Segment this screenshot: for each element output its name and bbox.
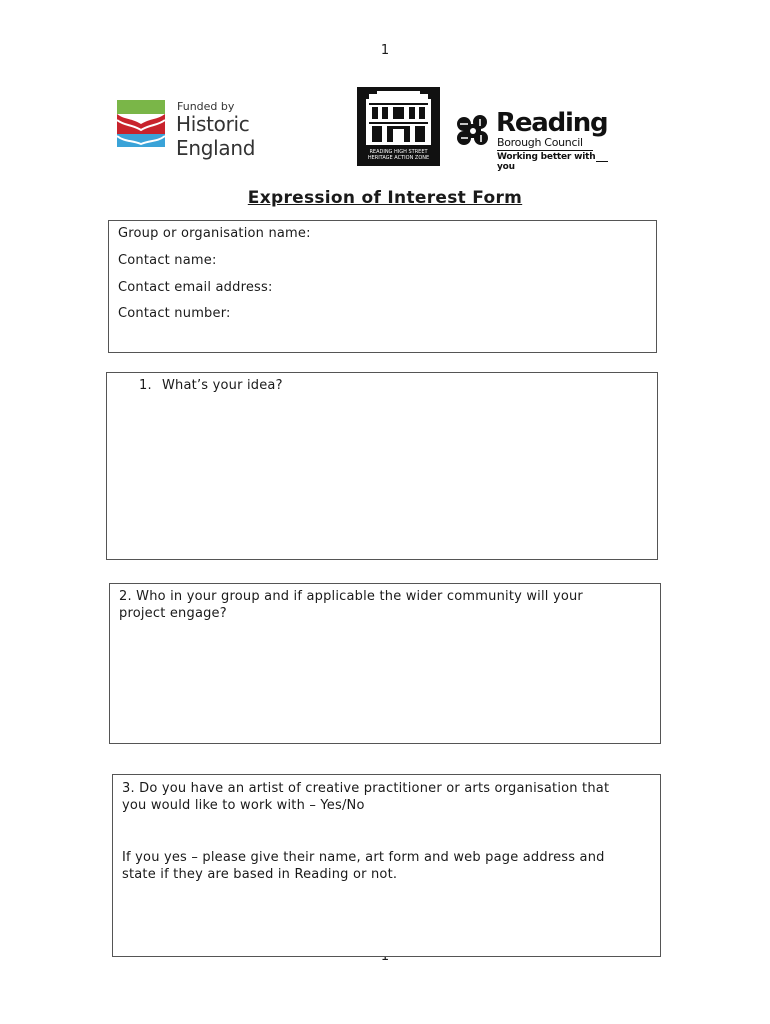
reading-tagline-rule xyxy=(596,161,608,162)
historic-england-emblem-icon xyxy=(117,100,167,148)
form-title: Expression of Interest Form xyxy=(247,188,523,208)
question-2-line1: 2. Who in your group and if applicable the wider community will your xyxy=(119,589,583,604)
question-3-text xyxy=(122,780,609,814)
heritage-zone-line1: READING HIGH STREET xyxy=(369,149,428,155)
question-3-line2: you would like to work with – Yes/No xyxy=(122,798,365,813)
contact-number-label: Contact number: xyxy=(118,306,231,321)
reading-name: Reading xyxy=(496,108,608,138)
question-3-line4: state if they are based in Reading or not. xyxy=(122,867,398,882)
reading-tagline: Working better with you xyxy=(497,152,596,172)
historic-england-name: Historic England xyxy=(176,112,256,160)
group-name-label: Group or organisation name: xyxy=(118,226,311,241)
question-3-box[interactable] xyxy=(112,774,661,957)
question-1-number: 1. xyxy=(139,378,152,393)
heritage-zone-line2: HERITAGE ACTION ZONE xyxy=(367,155,430,161)
reading-borough-council-logo xyxy=(453,108,613,172)
question-1-box[interactable] xyxy=(106,372,658,560)
reading-emblem-icon xyxy=(453,114,493,148)
question-2-box[interactable] xyxy=(109,583,661,744)
heritage-zone-caption xyxy=(357,149,440,161)
contact-details-box[interactable] xyxy=(108,220,657,353)
question-3-followup xyxy=(122,849,605,883)
building-icon xyxy=(363,91,434,145)
page-number-top: 1 xyxy=(380,43,390,58)
heritage-action-zone-logo xyxy=(357,87,440,166)
question-3-line3: If you yes – please give their name, art form and web page address and xyxy=(122,850,605,865)
question-3-line1: 3. Do you have an artist of creative practitioner or arts organisation that xyxy=(122,781,610,796)
contact-email-label: Contact email address: xyxy=(118,280,273,295)
historic-england-logo xyxy=(117,100,332,160)
funded-by-label: Funded by xyxy=(177,100,235,113)
question-2-line2: project engage? xyxy=(119,606,227,621)
question-1-text: What’s your idea? xyxy=(162,378,283,393)
reading-divider xyxy=(497,150,593,151)
reading-subtitle: Borough Council xyxy=(497,136,583,149)
contact-name-label: Contact name: xyxy=(118,253,217,268)
question-2-text xyxy=(119,588,583,622)
